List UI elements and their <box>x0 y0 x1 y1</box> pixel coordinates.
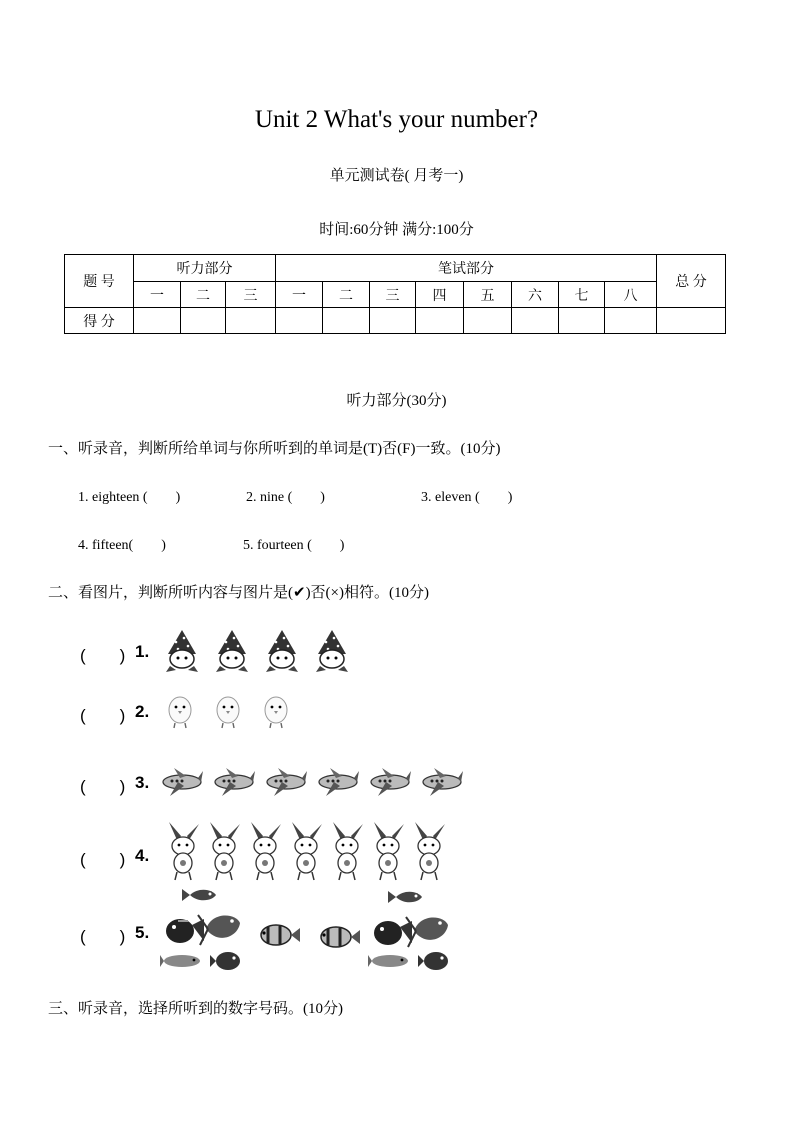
listening-header: 听力部分 <box>134 255 276 282</box>
q1-item-1[interactable]: 1. eighteen ( ) <box>78 490 181 505</box>
q2-item-number-2: 2. <box>135 702 150 721</box>
airplane-icon <box>264 766 308 800</box>
fish-icon <box>198 915 240 945</box>
listening-section-heading: 听力部分(30分) <box>346 393 447 409</box>
listening-col: 二 <box>181 282 226 308</box>
score-cell[interactable] <box>416 308 464 334</box>
airplane-icon <box>420 766 464 800</box>
listening-col: 一 <box>134 282 181 308</box>
fish-icon <box>418 952 448 970</box>
strawberry-character-icon <box>264 628 300 674</box>
page-title: Unit 2 What's your number? <box>254 106 539 133</box>
q2-picture-row-3 <box>160 766 464 800</box>
writing-col: 六 <box>512 282 559 308</box>
fish-icon <box>261 925 300 945</box>
rabbit-icon <box>206 820 242 882</box>
rabbit-icon <box>165 820 201 882</box>
score-cell[interactable] <box>512 308 559 334</box>
page-subtitle: 单元测试卷( 月考一) <box>329 168 464 184</box>
fish-icon <box>374 921 412 945</box>
q2-picture-row-5 <box>160 885 460 973</box>
q1-heading: 一、听录音，判断所给单词与你所听到的单词是(T)否(F)一致。(10分) <box>48 441 501 457</box>
q1-item-4[interactable]: 4. fifteen( ) <box>78 538 166 553</box>
time-info: 时间:60分钟 满分:100分 <box>319 222 474 238</box>
total-header: 总 分 <box>657 255 726 308</box>
chick-icon <box>262 692 290 730</box>
rabbit-icon <box>411 820 447 882</box>
fish-icon <box>182 889 216 901</box>
q2-item-number-5: 5. <box>135 923 150 942</box>
fish-icon <box>388 891 422 903</box>
rabbit-icon <box>329 820 365 882</box>
fish-icon <box>321 927 360 947</box>
q1-item-2[interactable]: 2. nine ( ) <box>246 490 325 505</box>
writing-col: 三 <box>370 282 416 308</box>
q1-item-5[interactable]: 5. fourteen ( ) <box>243 538 345 553</box>
q2-picture-row-2 <box>166 692 290 730</box>
score-cell[interactable] <box>605 308 657 334</box>
airplane-icon <box>316 766 360 800</box>
q2-item-number-4: 4. <box>135 846 150 865</box>
score-table <box>64 254 726 334</box>
strawberry-character-icon <box>214 628 250 674</box>
q2-answer-bracket-5[interactable]: ( ) <box>80 927 126 946</box>
listening-col: 三 <box>226 282 276 308</box>
score-cell[interactable] <box>276 308 323 334</box>
total-score-cell[interactable] <box>657 308 726 334</box>
score-cell[interactable] <box>181 308 226 334</box>
writing-col: 五 <box>464 282 512 308</box>
score-cell[interactable] <box>134 308 181 334</box>
q3-heading: 三、听录音，选择所听到的数字号码。(10分) <box>48 1001 343 1017</box>
score-row-label: 得 分 <box>65 308 134 334</box>
airplane-icon <box>368 766 412 800</box>
writing-col: 七 <box>559 282 605 308</box>
q2-answer-bracket-3[interactable]: ( ) <box>80 777 126 796</box>
q2-answer-bracket-4[interactable]: ( ) <box>80 850 126 869</box>
q2-item-number-1: 1. <box>135 642 150 661</box>
writing-header: 笔试部分 <box>276 255 657 282</box>
chick-icon <box>166 692 194 730</box>
score-cell[interactable] <box>323 308 370 334</box>
fish-icon <box>210 952 240 970</box>
airplane-icon <box>160 766 204 800</box>
writing-col: 二 <box>323 282 370 308</box>
q2-answer-bracket-1[interactable]: ( ) <box>80 646 126 665</box>
q1-item-3[interactable]: 3. eleven ( ) <box>421 490 513 505</box>
writing-col: 八 <box>605 282 657 308</box>
row-label-number: 题 号 <box>65 255 134 308</box>
score-cell[interactable] <box>370 308 416 334</box>
fish-icon <box>406 917 448 947</box>
rabbit-icon <box>288 820 324 882</box>
q2-item-number-3: 3. <box>135 773 150 792</box>
q2-answer-bracket-2[interactable]: ( ) <box>80 706 126 725</box>
writing-col: 一 <box>276 282 323 308</box>
score-cell[interactable] <box>559 308 605 334</box>
strawberry-character-icon <box>164 628 200 674</box>
q2-heading: 二、看图片，判断所听内容与图片是(✔)否(×)相符。(10分) <box>48 585 430 601</box>
airplane-icon <box>212 766 256 800</box>
q2-picture-row-4 <box>165 820 447 882</box>
score-cell[interactable] <box>464 308 512 334</box>
fish-icon <box>166 919 204 943</box>
strawberry-character-icon <box>314 628 350 674</box>
rabbit-icon <box>247 820 283 882</box>
writing-col: 四 <box>416 282 464 308</box>
rabbit-icon <box>370 820 406 882</box>
fish-group-icon <box>160 885 460 973</box>
chick-icon <box>214 692 242 730</box>
fish-icon <box>368 955 408 967</box>
score-cell[interactable] <box>226 308 276 334</box>
q2-picture-row-1 <box>164 628 350 674</box>
fish-icon <box>160 955 200 967</box>
